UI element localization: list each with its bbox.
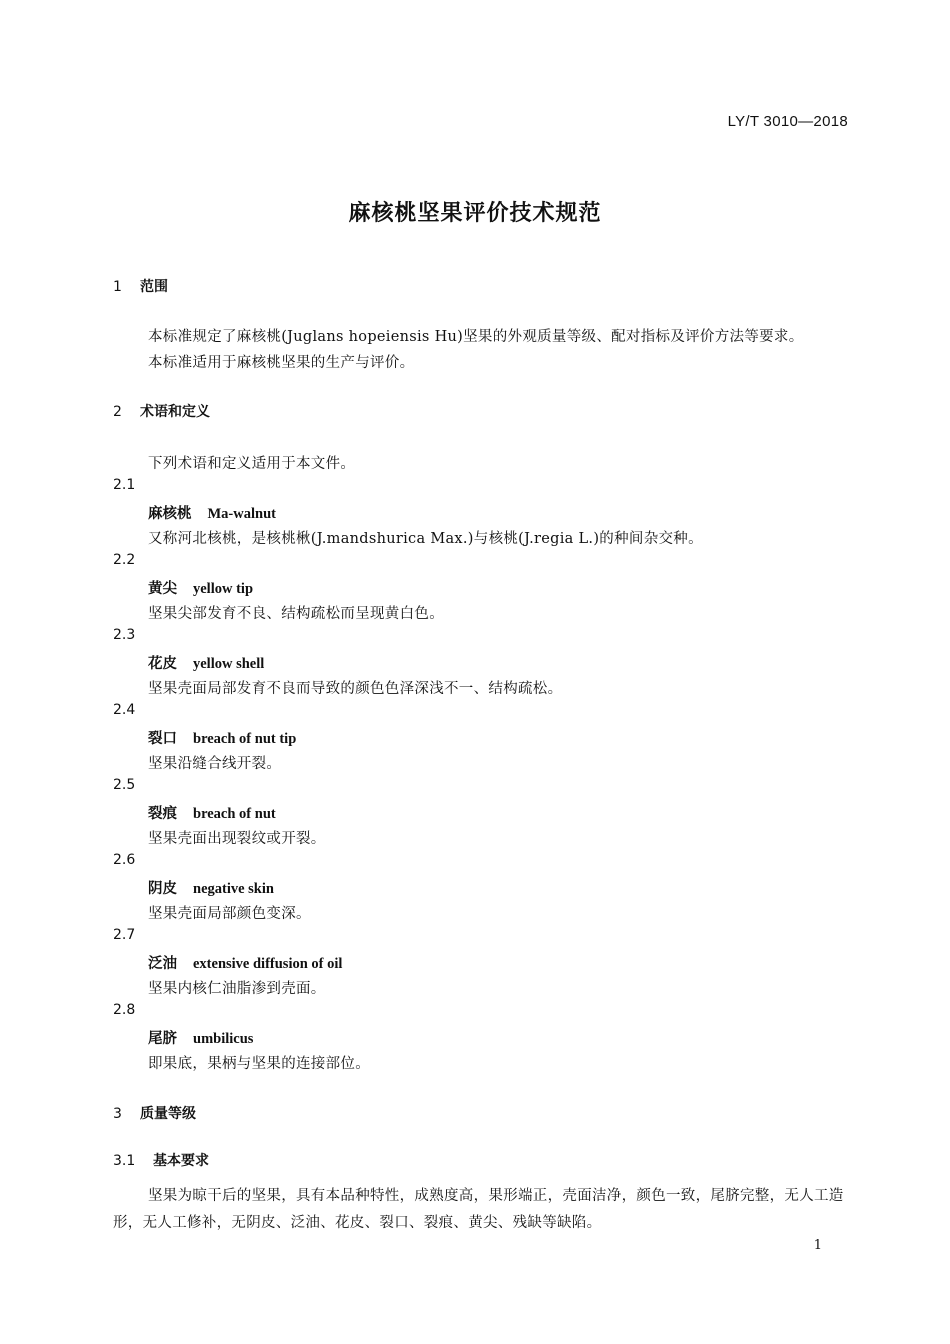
term-heading [148, 802, 276, 823]
section-title: 范围 [140, 279, 168, 295]
paragraph: 本标准规定了麻核桃(Juglans hopeiensis Hu)坚果的外观质量等级、配对指标及评价方法等要求。 [148, 329, 804, 345]
term-heading [148, 502, 276, 523]
term-number: 2.4 [113, 702, 136, 718]
section-number: 3 [113, 1106, 122, 1122]
term-number: 2.8 [113, 1002, 136, 1018]
subsection-title: 基本要求 [153, 1153, 209, 1169]
section-number: 1 [113, 279, 122, 295]
section-3-heading [113, 1103, 196, 1123]
term-heading [148, 652, 264, 673]
term-zh: 裂痕 [148, 806, 177, 822]
term-en: Ma-walnut [207, 506, 276, 522]
term-number: 2.5 [113, 777, 136, 793]
term-number: 2.3 [113, 627, 136, 643]
term-zh: 裂口 [148, 731, 177, 747]
term-definition: 坚果壳面局部颜色变深。 [148, 906, 311, 922]
term-definition: 又称河北核桃，是核桃楸(J.mandshurica Max.)与核桃(J.regia L.)的种间杂交种。 [148, 531, 703, 547]
section-2-heading [113, 401, 210, 421]
term-zh: 麻核桃 [148, 506, 192, 522]
document-title: 麻核桃坚果评价技术规范 [348, 201, 602, 226]
term-definition: 坚果沿缝合线开裂。 [148, 756, 282, 772]
section-title: 术语和定义 [140, 404, 210, 420]
standard-code: LY/T 3010—2018 [727, 113, 848, 130]
term-definition: 即果底，果柄与坚果的连接部位。 [148, 1056, 370, 1072]
term-definition: 坚果壳面局部发育不良而导致的颜色色泽深浅不一、结构疏松。 [148, 681, 563, 697]
term-number: 2.2 [113, 552, 136, 568]
page-number: 1 [813, 1238, 822, 1253]
subsection-number: 3.1 [113, 1153, 136, 1169]
term-zh: 黄尖 [148, 581, 177, 597]
paragraph: 本标准适用于麻核桃坚果的生产与评价。 [148, 355, 415, 371]
term-en: extensive diffusion of oil [193, 956, 343, 972]
paragraph: 坚果为晾干后的坚果，具有本品种特性，成熟度高，果形端正，壳面洁净，颜色一致，尾脐完整，无人工造形，无人工修补，无阴皮、泛油、花皮、裂口、裂痕、黄尖、残缺等缺陷。 [113, 1188, 844, 1231]
term-en: negative skin [193, 881, 274, 897]
term-zh: 尾脐 [148, 1031, 177, 1047]
term-heading [148, 877, 274, 898]
term-en: umbilicus [193, 1031, 254, 1047]
term-zh: 花皮 [148, 656, 177, 672]
term-heading [148, 1027, 253, 1048]
term-en: breach of nut tip [193, 731, 297, 747]
term-heading [148, 727, 296, 748]
term-heading [148, 952, 342, 973]
section-title: 质量等级 [140, 1106, 196, 1122]
term-zh: 泛油 [148, 956, 177, 972]
term-number: 2.1 [113, 477, 136, 493]
section-1-heading [113, 276, 168, 296]
term-en: breach of nut [193, 806, 276, 822]
term-definition: 坚果内核仁油脂渗到壳面。 [148, 981, 326, 997]
subsection-3-1-heading [113, 1150, 209, 1170]
term-definition: 坚果尖部发育不良、结构疏松而呈现黄白色。 [148, 606, 444, 622]
paragraph: 下列术语和定义适用于本文件。 [148, 456, 356, 472]
term-definition: 坚果壳面出现裂纹或开裂。 [148, 831, 326, 847]
term-en: yellow shell [193, 656, 265, 672]
term-zh: 阴皮 [148, 881, 177, 897]
section-number: 2 [113, 404, 122, 420]
term-number: 2.7 [113, 927, 136, 943]
term-en: yellow tip [193, 581, 254, 597]
term-heading [148, 577, 253, 598]
term-number: 2.6 [113, 852, 136, 868]
